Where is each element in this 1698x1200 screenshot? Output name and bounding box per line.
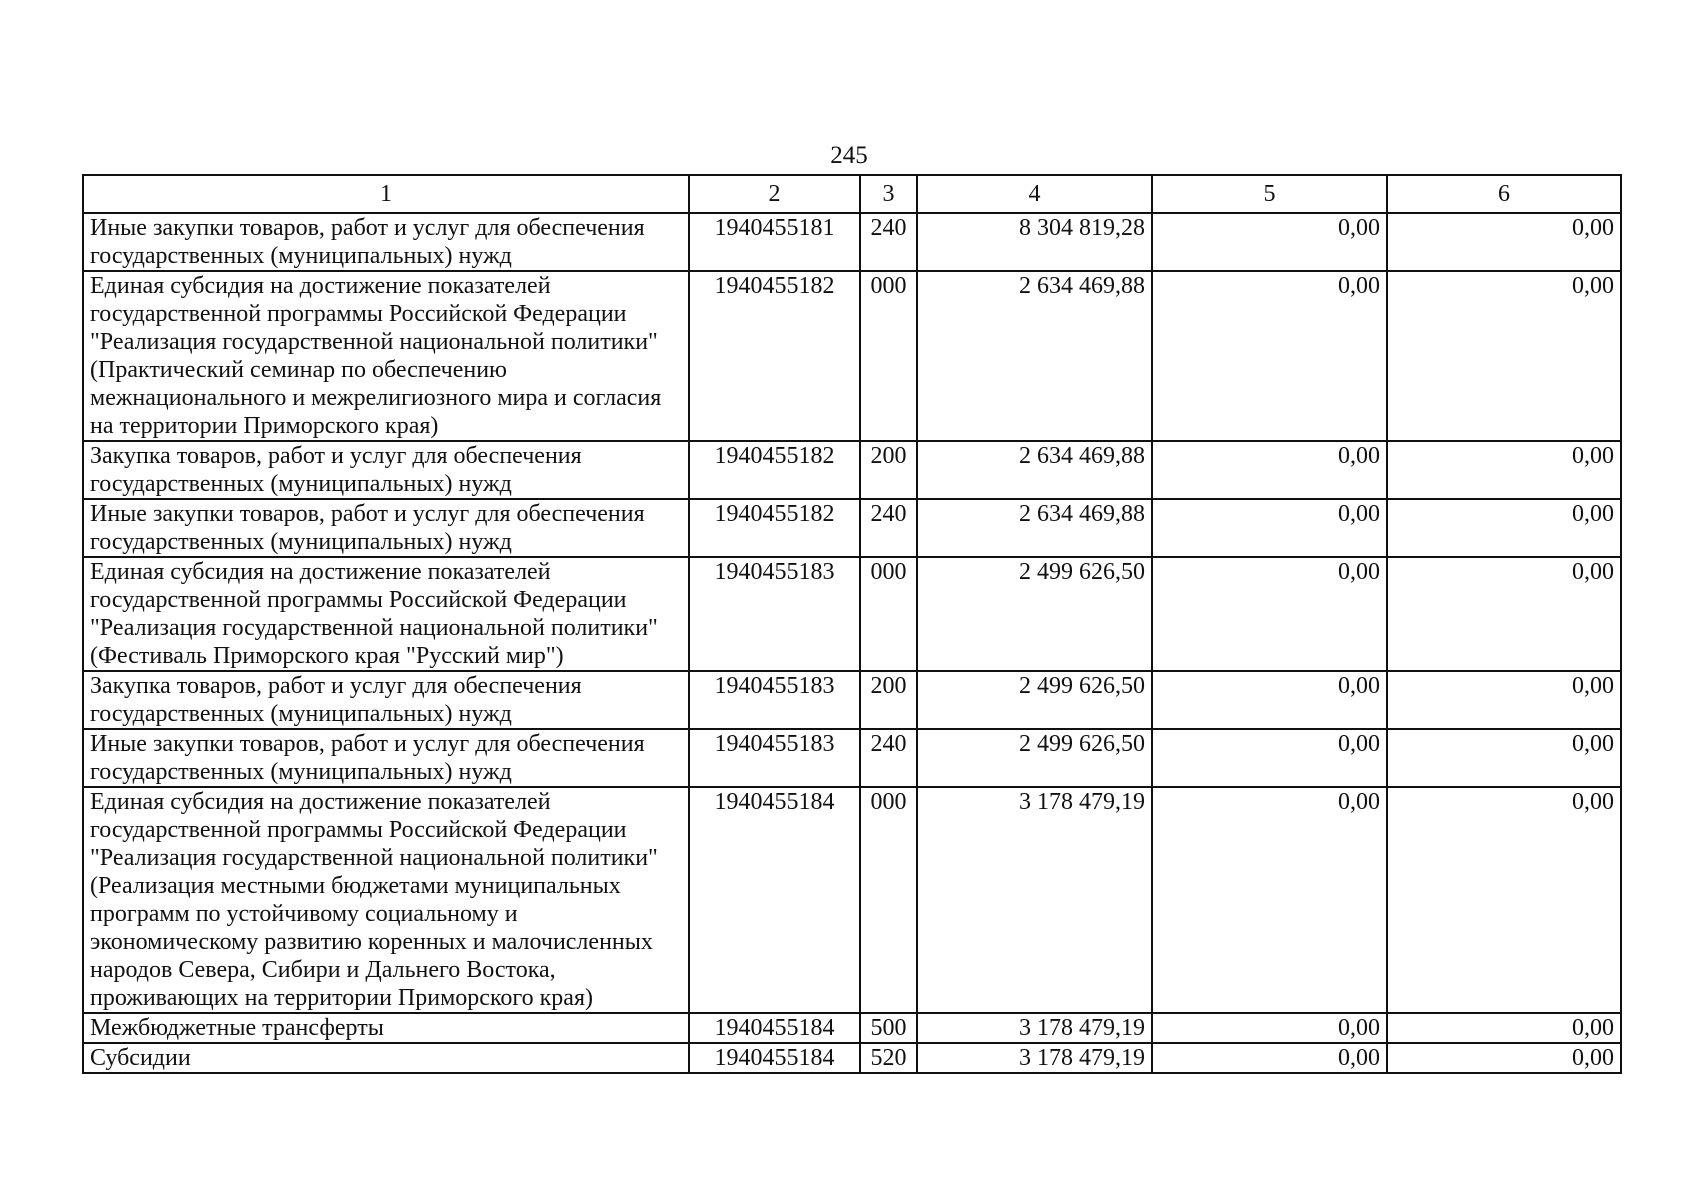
row-type: 200: [860, 671, 917, 729]
row-type: 200: [860, 441, 917, 499]
row-name: Закупка товаров, работ и услуг для обеспечения государственных (муниципальных) нужд: [83, 441, 689, 499]
row-code: 1940455182: [689, 271, 860, 441]
header-col-2: 2: [689, 175, 860, 213]
row-col5: 0,00: [1152, 1043, 1387, 1073]
row-col5: 0,00: [1152, 441, 1387, 499]
budget-table: [82, 174, 1622, 1074]
row-name: Иные закупки товаров, работ и услуг для обеспечения государственных (муниципальных) нужд: [83, 729, 689, 787]
row-col5: 0,00: [1152, 671, 1387, 729]
row-type: 520: [860, 1043, 917, 1073]
row-col4: 2 499 626,50: [917, 729, 1152, 787]
row-col5: 0,00: [1152, 729, 1387, 787]
row-col6: 0,00: [1387, 441, 1621, 499]
row-code: 1940455183: [689, 729, 860, 787]
row-name: Единая субсидия на достижение показателей государственной программы Российской Федерации "Реализация государственной национальной политики" (Реализация местными бюджетами муниципальных программ по устойчивому социальному и экономическому развитию коренных и малочисленных народов Севера, Сибири и Дальнего Востока, проживающих на территории Приморского края): [83, 787, 689, 1013]
row-code: 1940455184: [689, 1013, 860, 1043]
row-type: 000: [860, 557, 917, 671]
row-name: Иные закупки товаров, работ и услуг для обеспечения государственных (муниципальных) нужд: [83, 213, 689, 271]
table-row: [83, 271, 1621, 441]
table-header-row: [83, 175, 1621, 213]
row-type: 240: [860, 213, 917, 271]
header-col-1: 1: [83, 175, 689, 213]
row-col6: 0,00: [1387, 787, 1621, 1013]
header-col-5: 5: [1152, 175, 1387, 213]
row-col4: 2 634 469,88: [917, 441, 1152, 499]
row-name: Закупка товаров, работ и услуг для обеспечения государственных (муниципальных) нужд: [83, 671, 689, 729]
row-col5: 0,00: [1152, 787, 1387, 1013]
row-col4: 3 178 479,19: [917, 1013, 1152, 1043]
table-row: [83, 557, 1621, 671]
table-row: [83, 1013, 1621, 1043]
row-type: 500: [860, 1013, 917, 1043]
row-col6: 0,00: [1387, 1013, 1621, 1043]
header-col-3: 3: [860, 175, 917, 213]
row-col6: 0,00: [1387, 213, 1621, 271]
row-code: 1940455184: [689, 787, 860, 1013]
row-name: Единая субсидия на достижение показателей государственной программы Российской Федерации "Реализация государственной национальной политики" (Практический семинар по обеспечению межнационального и межрелигиозного мира и согласия на территории Приморского края): [83, 271, 689, 441]
row-type: 240: [860, 729, 917, 787]
row-code: 1940455181: [689, 213, 860, 271]
table-row: [83, 1043, 1621, 1073]
page-number: 245: [830, 142, 868, 169]
table-row: [83, 441, 1621, 499]
header-col-6: 6: [1387, 175, 1621, 213]
row-col4: 2 634 469,88: [917, 271, 1152, 441]
table-row: [83, 671, 1621, 729]
row-col4: 2 499 626,50: [917, 671, 1152, 729]
row-type: 000: [860, 787, 917, 1013]
row-col6: 0,00: [1387, 729, 1621, 787]
row-code: 1940455182: [689, 441, 860, 499]
row-name: Субсидии: [83, 1043, 689, 1073]
row-col6: 0,00: [1387, 557, 1621, 671]
row-col4: 2 499 626,50: [917, 557, 1152, 671]
row-col5: 0,00: [1152, 1013, 1387, 1043]
row-code: 1940455183: [689, 557, 860, 671]
row-name: Межбюджетные трансферты: [83, 1013, 689, 1043]
row-col5: 0,00: [1152, 557, 1387, 671]
table-row: [83, 787, 1621, 1013]
row-code: 1940455182: [689, 499, 860, 557]
row-type: 240: [860, 499, 917, 557]
table-row: [83, 729, 1621, 787]
table-row: [83, 499, 1621, 557]
row-col4: 2 634 469,88: [917, 499, 1152, 557]
row-col6: 0,00: [1387, 1043, 1621, 1073]
row-name: Единая субсидия на достижение показателей государственной программы Российской Федерации "Реализация государственной национальной политики" (Фестиваль Приморского края "Русский мир"): [83, 557, 689, 671]
row-name: Иные закупки товаров, работ и услуг для обеспечения государственных (муниципальных) нужд: [83, 499, 689, 557]
row-col6: 0,00: [1387, 271, 1621, 441]
header-col-4: 4: [917, 175, 1152, 213]
row-col6: 0,00: [1387, 671, 1621, 729]
row-col5: 0,00: [1152, 499, 1387, 557]
row-col4: 3 178 479,19: [917, 1043, 1152, 1073]
row-col5: 0,00: [1152, 271, 1387, 441]
row-col6: 0,00: [1387, 499, 1621, 557]
row-code: 1940455184: [689, 1043, 860, 1073]
row-code: 1940455183: [689, 671, 860, 729]
row-col5: 0,00: [1152, 213, 1387, 271]
table-row: [83, 213, 1621, 271]
row-col4: 3 178 479,19: [917, 787, 1152, 1013]
row-col4: 8 304 819,28: [917, 213, 1152, 271]
row-type: 000: [860, 271, 917, 441]
